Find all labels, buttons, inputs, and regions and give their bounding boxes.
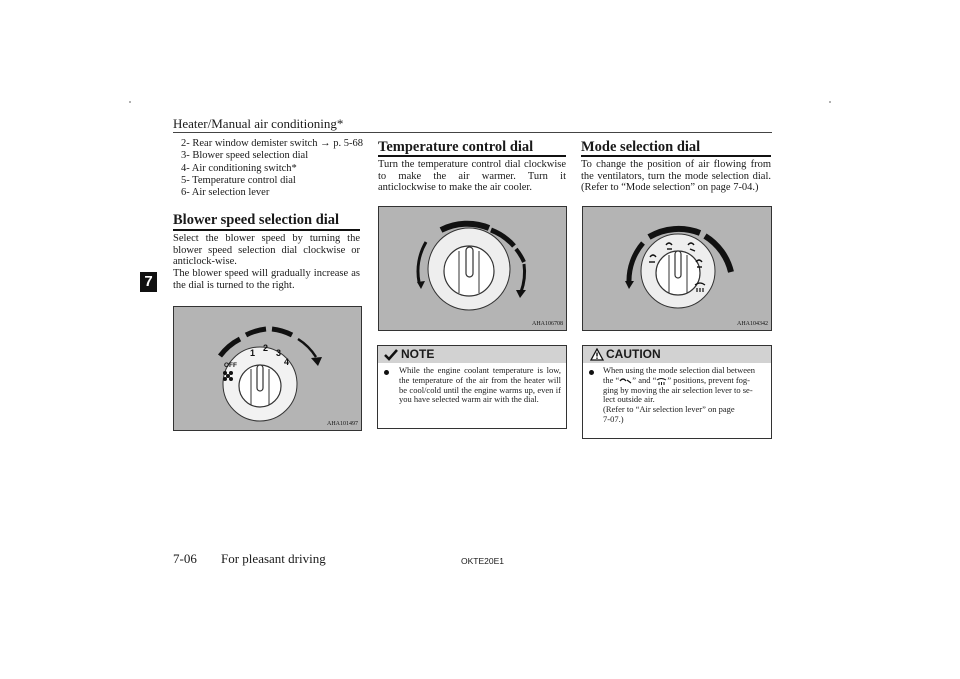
dial-label-4: 4 (284, 357, 290, 367)
caution-line: 7-07.) (603, 413, 624, 424)
caution-text (603, 366, 767, 425)
dial-label-2: 2 (263, 343, 269, 353)
figure-code: AHA106708 (532, 321, 563, 327)
caution-text-fragment: ” and “ (632, 374, 657, 385)
list-item: 6- Air selection lever (181, 187, 270, 199)
caution-line: (Refer to “Air selection lever” on page (603, 404, 735, 415)
caution-text-fragment: ” positions, prevent fog- (667, 374, 750, 385)
defrost-icon (656, 377, 667, 385)
temperature-dial-figure (378, 206, 567, 331)
mode-dial-figure (582, 206, 772, 331)
note-title: NOTE (401, 347, 435, 361)
figure-code: AHA104342 (737, 321, 768, 327)
bullet-icon (589, 370, 594, 375)
temperature-paragraph: Turn the temperature control dial clockwise to make the air warmer. Turn it anticlockwise to make the air cooler. (378, 159, 566, 194)
header-rule (173, 132, 772, 133)
vent-foot-icon (619, 377, 632, 385)
section-title: For pleasant driving (221, 551, 326, 566)
bullet-icon (384, 370, 389, 375)
list-item: 3- Blower speed selection dial (181, 150, 309, 162)
temperature-heading-rule (378, 155, 566, 157)
caution-line: ging by moving the air selection lever to se- (603, 384, 753, 395)
blower-paragraph-2: The blower speed will gradually increase as the dial is turned to the right. (173, 268, 360, 291)
caution-title: CAUTION (606, 347, 661, 361)
component-list (181, 138, 363, 199)
mode-heading: Mode selection dial (581, 139, 701, 155)
caution-box (582, 345, 772, 439)
note-check-icon (384, 349, 398, 361)
registration-dot-left (129, 101, 131, 103)
registration-dot-right (829, 101, 831, 103)
figure-code: AHA101497 (327, 421, 358, 427)
dial-label-3: 3 (276, 348, 282, 358)
temperature-heading: Temperature control dial (378, 139, 534, 155)
caution-line: lect outside air. (603, 394, 655, 405)
blower-heading: Blower speed selection dial (173, 212, 340, 228)
dial-label-off: OFF (224, 362, 237, 369)
temperature-dial-illustration (379, 207, 566, 330)
mode-dial-illustration (583, 207, 771, 330)
list-item: 5- Temperature control dial (181, 174, 296, 186)
blower-dial-figure (173, 306, 362, 431)
list-item: 2- Rear window demister switch → p. 5-68 (181, 138, 363, 149)
mode-heading-rule (581, 155, 771, 157)
caution-line: When using the mode selection dial between (603, 365, 756, 375)
document-code: OKTE20E1 (461, 556, 504, 566)
blower-heading-rule (173, 229, 360, 231)
caution-header (583, 346, 771, 363)
note-header (378, 346, 566, 363)
blower-paragraph-1: Select the blower speed by turning the blower speed selection dial clockwise or anticlock-wise. (173, 233, 360, 268)
caution-text-fragment: the “ (603, 374, 620, 385)
page-number: 7-06 (173, 551, 197, 566)
chapter-tab: 7 (140, 272, 157, 292)
note-text: While the engine coolant temperature is low, the temperature of the air from the heater will be cool/cold until the engine warms up, even if you have selected warm air with the dial. (399, 365, 561, 405)
warning-triangle-icon (590, 348, 604, 361)
mode-paragraph: To change the position of air flowing from the ventilators, turn the mode selection dial. (Refer to “Mode selection” on page 7-04.) (581, 159, 771, 194)
list-item: 4- Air conditioning switch* (181, 162, 297, 174)
blower-dial-illustration (174, 307, 361, 430)
running-header: Heater/Manual air conditioning* (173, 116, 344, 131)
dial-label-1: 1 (250, 348, 256, 358)
note-box (377, 345, 567, 429)
